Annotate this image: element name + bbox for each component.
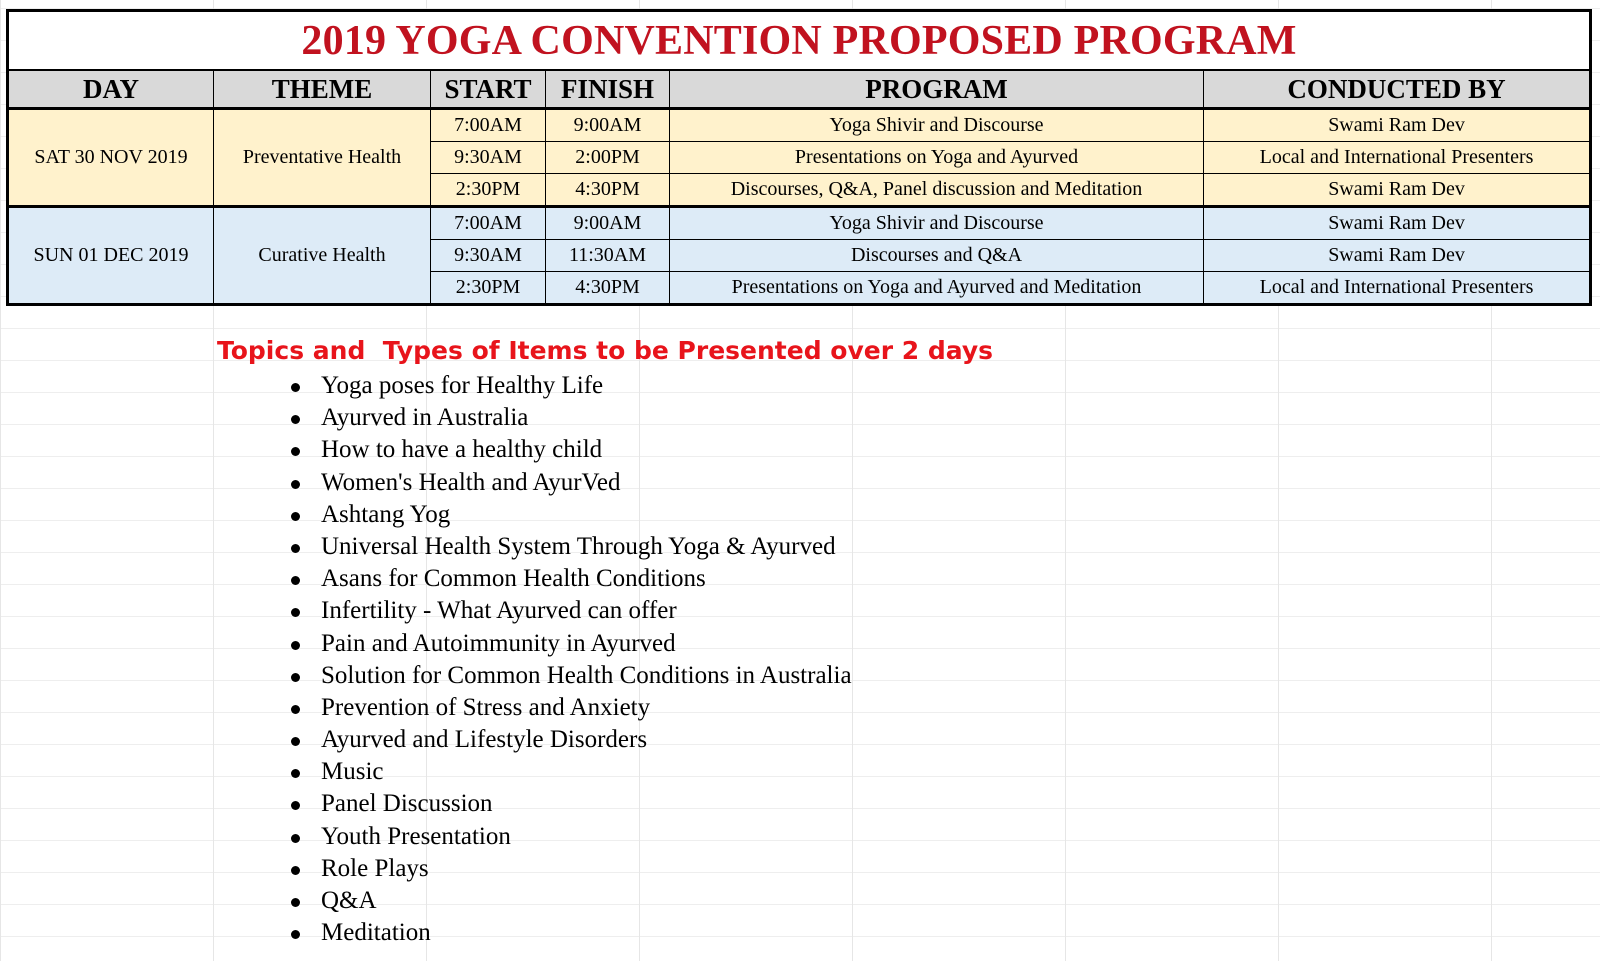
list-item — [291, 402, 1117, 434]
bullet-icon — [291, 673, 300, 682]
list-item — [291, 821, 1117, 853]
list-item — [291, 595, 1117, 627]
list-item — [291, 724, 1117, 756]
conducted-by-cell: Local and International Presenters — [1204, 272, 1591, 305]
conducted-by-cell: Swami Ram Dev — [1204, 109, 1591, 142]
bullet-icon — [291, 866, 300, 875]
bullet-icon — [291, 769, 300, 778]
topic-label: Ashtang Yog — [321, 500, 451, 528]
list-item — [291, 370, 1117, 402]
topic-label: Yoga poses for Healthy Life — [321, 372, 604, 399]
header-theme: THEME — [214, 70, 431, 109]
topics-section — [217, 332, 1117, 949]
bullet-icon — [291, 512, 300, 521]
list-item — [291, 692, 1117, 724]
program-cell: Yoga Shivir and Discourse — [670, 207, 1204, 240]
header-program: PROGRAM — [670, 70, 1204, 109]
header-day: DAY — [8, 70, 214, 109]
topic-label: How to have a healthy child — [321, 436, 603, 464]
conducted-by-cell: Local and International Presenters — [1204, 142, 1591, 174]
day-cell: SAT 30 NOV 2019 — [8, 109, 214, 207]
finish-cell: 9:00AM — [546, 207, 670, 240]
bullet-icon — [291, 383, 300, 392]
list-item — [291, 628, 1117, 660]
start-cell: 9:30AM — [431, 240, 546, 272]
list-item — [291, 853, 1117, 885]
bullet-icon — [291, 737, 300, 746]
bullet-icon — [291, 898, 300, 907]
start-cell: 2:30PM — [431, 174, 546, 207]
program-table — [6, 9, 1592, 306]
list-item — [291, 917, 1117, 949]
table-row — [8, 109, 1591, 142]
finish-cell: 4:30PM — [546, 174, 670, 207]
topic-label: Infertility - What Ayurved can offer — [321, 597, 677, 625]
topic-label: Youth Presentation — [321, 822, 511, 850]
bullet-icon — [291, 930, 300, 939]
topic-label: Q&A — [321, 887, 377, 914]
topic-label: Prevention of Stress and Anxiety — [321, 693, 651, 721]
list-item — [291, 531, 1117, 563]
list-item — [291, 467, 1117, 499]
finish-cell: 4:30PM — [546, 272, 670, 305]
topic-label: Asans for Common Health Conditions — [321, 565, 706, 593]
program-cell: Yoga Shivir and Discourse — [670, 109, 1204, 142]
topic-label: Ayurved in Australia — [321, 404, 529, 432]
bullet-icon — [291, 801, 300, 810]
bullet-icon — [291, 415, 300, 424]
list-item — [291, 499, 1117, 531]
bullet-icon — [291, 480, 300, 489]
topic-label: Meditation — [321, 919, 431, 947]
header-row — [8, 70, 1591, 109]
header-conducted-by: CONDUCTED BY — [1204, 70, 1591, 109]
conducted-by-cell: Swami Ram Dev — [1204, 207, 1591, 240]
topic-label: Pain and Autoimmunity in Ayurved — [321, 629, 676, 657]
bullet-icon — [291, 544, 300, 553]
topic-label: Universal Health System Through Yoga & Ayurved — [321, 532, 836, 560]
list-item — [291, 660, 1117, 692]
topic-label: Women's Health and AyurVed — [321, 468, 621, 496]
topic-label: Panel Discussion — [321, 790, 493, 818]
program-cell: Presentations on Yoga and Ayurved and Meditation — [670, 272, 1204, 305]
bullet-icon — [291, 608, 300, 617]
topic-label: Role Plays — [321, 854, 429, 882]
program-cell: Discourses, Q&A, Panel discussion and Meditation — [670, 174, 1204, 207]
finish-cell: 2:00PM — [546, 142, 670, 174]
start-cell: 9:30AM — [431, 142, 546, 174]
theme-cell: Preventative Health — [214, 109, 431, 207]
start-cell: 2:30PM — [431, 272, 546, 305]
list-item — [291, 434, 1117, 466]
day-cell: SUN 01 DEC 2019 — [8, 207, 214, 305]
topic-list — [217, 370, 1117, 949]
bullet-icon — [291, 576, 300, 585]
start-cell: 7:00AM — [431, 207, 546, 240]
bullet-icon — [291, 705, 300, 714]
finish-cell: 9:00AM — [546, 109, 670, 142]
topics-heading: Topics and Types of Items to be Presented over 2 days — [217, 336, 994, 365]
list-item — [291, 788, 1117, 820]
theme-cell: Curative Health — [214, 207, 431, 305]
start-cell: 7:00AM — [431, 109, 546, 142]
program-cell: Discourses and Q&A — [670, 240, 1204, 272]
page-title: 2019 YOGA CONVENTION PROPOSED PROGRAM — [8, 11, 1591, 71]
bullet-icon — [291, 834, 300, 843]
bullet-icon — [291, 641, 300, 650]
header-finish: FINISH — [546, 70, 670, 109]
topic-label: Solution for Common Health Conditions in Australia — [321, 661, 852, 689]
program-cell: Presentations on Yoga and Ayurved — [670, 142, 1204, 174]
bullet-icon — [291, 447, 300, 456]
topic-label: Ayurved and Lifestyle Disorders — [321, 726, 648, 754]
list-item — [291, 756, 1117, 788]
table-row — [8, 207, 1591, 240]
list-item — [291, 563, 1117, 595]
conducted-by-cell: Swami Ram Dev — [1204, 240, 1591, 272]
list-item — [291, 885, 1117, 917]
header-start: START — [431, 70, 546, 109]
conducted-by-cell: Swami Ram Dev — [1204, 174, 1591, 207]
topic-label: Music — [321, 758, 384, 786]
finish-cell: 11:30AM — [546, 240, 670, 272]
